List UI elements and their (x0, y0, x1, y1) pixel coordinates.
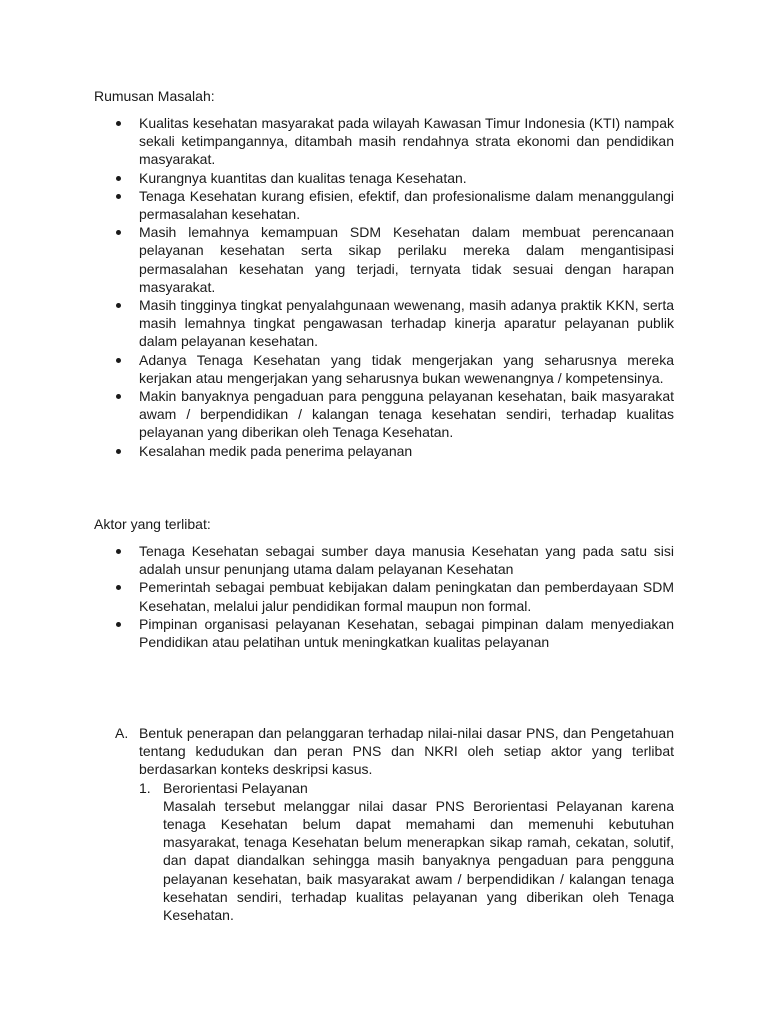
list-item: Kurangnya kuantitas dan kualitas tenaga Kesehatan. (139, 169, 674, 187)
rumusan-masalah-list (139, 114, 674, 460)
list-item: Tenaga Kesehatan sebagai sumber daya manusia Kesehatan yang pada satu sisi adalah unsur penunjang utama dalam pelayanan Kesehatan (139, 543, 674, 578)
rumusan-masalah-heading: Rumusan Masalah: (94, 88, 215, 104)
list-item: Masih lemahnya kemampuan SDM Kesehatan dalam membuat perencanaan pelayanan kesehatan serta sikap perilaku mereka dalam mengantisipasi permasalahan kesehatan yang terjadi, ternyata tidak sesuai dengan harapan masyarakat. (139, 224, 674, 295)
subsection-1-body: Masalah tersebut melanggar nilai dasar PNS Berorientasi Pelayanan karena tenaga Kesehatan belum dapat memahami dan memenuhi kebutuhan masyarakat, tenaga Kesehatan belum menerapkan sikap ramah, cekatan, solutif, dan dapat diandalkan sehingga masih banyaknya pengaduan para pengguna pelayanan kesehatan, baik masyarakat awam / berpendidikan / kalangan tenaga kesehatan sendiri, terhadap kualitas pelayanan yang diberikan oleh Tenaga Kesehatan. (163, 797, 674, 924)
subsection-1-marker: 1. (139, 779, 151, 796)
list-item: Kualitas kesehatan masyarakat pada wilayah Kawasan Timur Indonesia (KTI) nampak sekali ketimpangannya, ditambah masih rendahnya strata ekonomi dan pendidikan masyarakat. (139, 115, 674, 168)
list-item: Pimpinan organisasi pelayanan Kesehatan, sebagai pimpinan dalam menyediakan Pendidikan atau pelatihan untuk meningkatkan kualitas pelayanan (139, 615, 674, 651)
list-item: Makin banyaknya pengaduan para pengguna pelayanan kesehatan, baik masyarakat awam / berpendidikan / kalangan tenaga kesehatan sendiri, terhadap kualitas pelayanan yang diberikan oleh Tenaga Kesehatan. (139, 388, 674, 441)
aktor-heading: Aktor yang terlibat: (94, 516, 211, 532)
list-item: Kesalahan medik pada penerima pelayanan (139, 442, 674, 460)
list-item: Pemerintah sebagai pembuat kebijakan dalam peningkatan dan pemberdayaan SDM Kesehatan, melalui jalur pendidikan formal maupun non formal. (139, 579, 674, 614)
aktor-list (139, 542, 674, 651)
subsection-1 (139, 779, 674, 925)
list-item: Adanya Tenaga Kesehatan yang tidak mengerjakan yang seharusnya mereka kerjakan atau mengerjakan yang seharusnya bukan wewenangnya / kompetensinya. (139, 351, 674, 386)
list-item: Tenaga Kesehatan kurang efisien, efektif, dan profesionalisme dalam menanggulangi permasalahan kesehatan. (139, 187, 674, 223)
section-a-text: Bentuk penerapan dan pelanggaran terhadap nilai-nilai dasar PNS, dan Pengetahuan tentang kedudukan dan peran PNS dan NKRI oleh setiap aktor yang terlibat berdasarkan konteks deskripsi kasus. (139, 725, 674, 778)
subsection-1-title: Berorientasi Pelayanan (163, 779, 308, 796)
section-a (115, 724, 674, 924)
list-item: Masih tingginya tingkat penyalahgunaan wewenang, masih adanya praktik KKN, serta masih lemahnya tingkat pengawasan terhadap kinerja aparatur pelayanan publik dalam pelayanan kesehatan. (139, 297, 674, 350)
section-a-marker: A. (115, 725, 129, 741)
